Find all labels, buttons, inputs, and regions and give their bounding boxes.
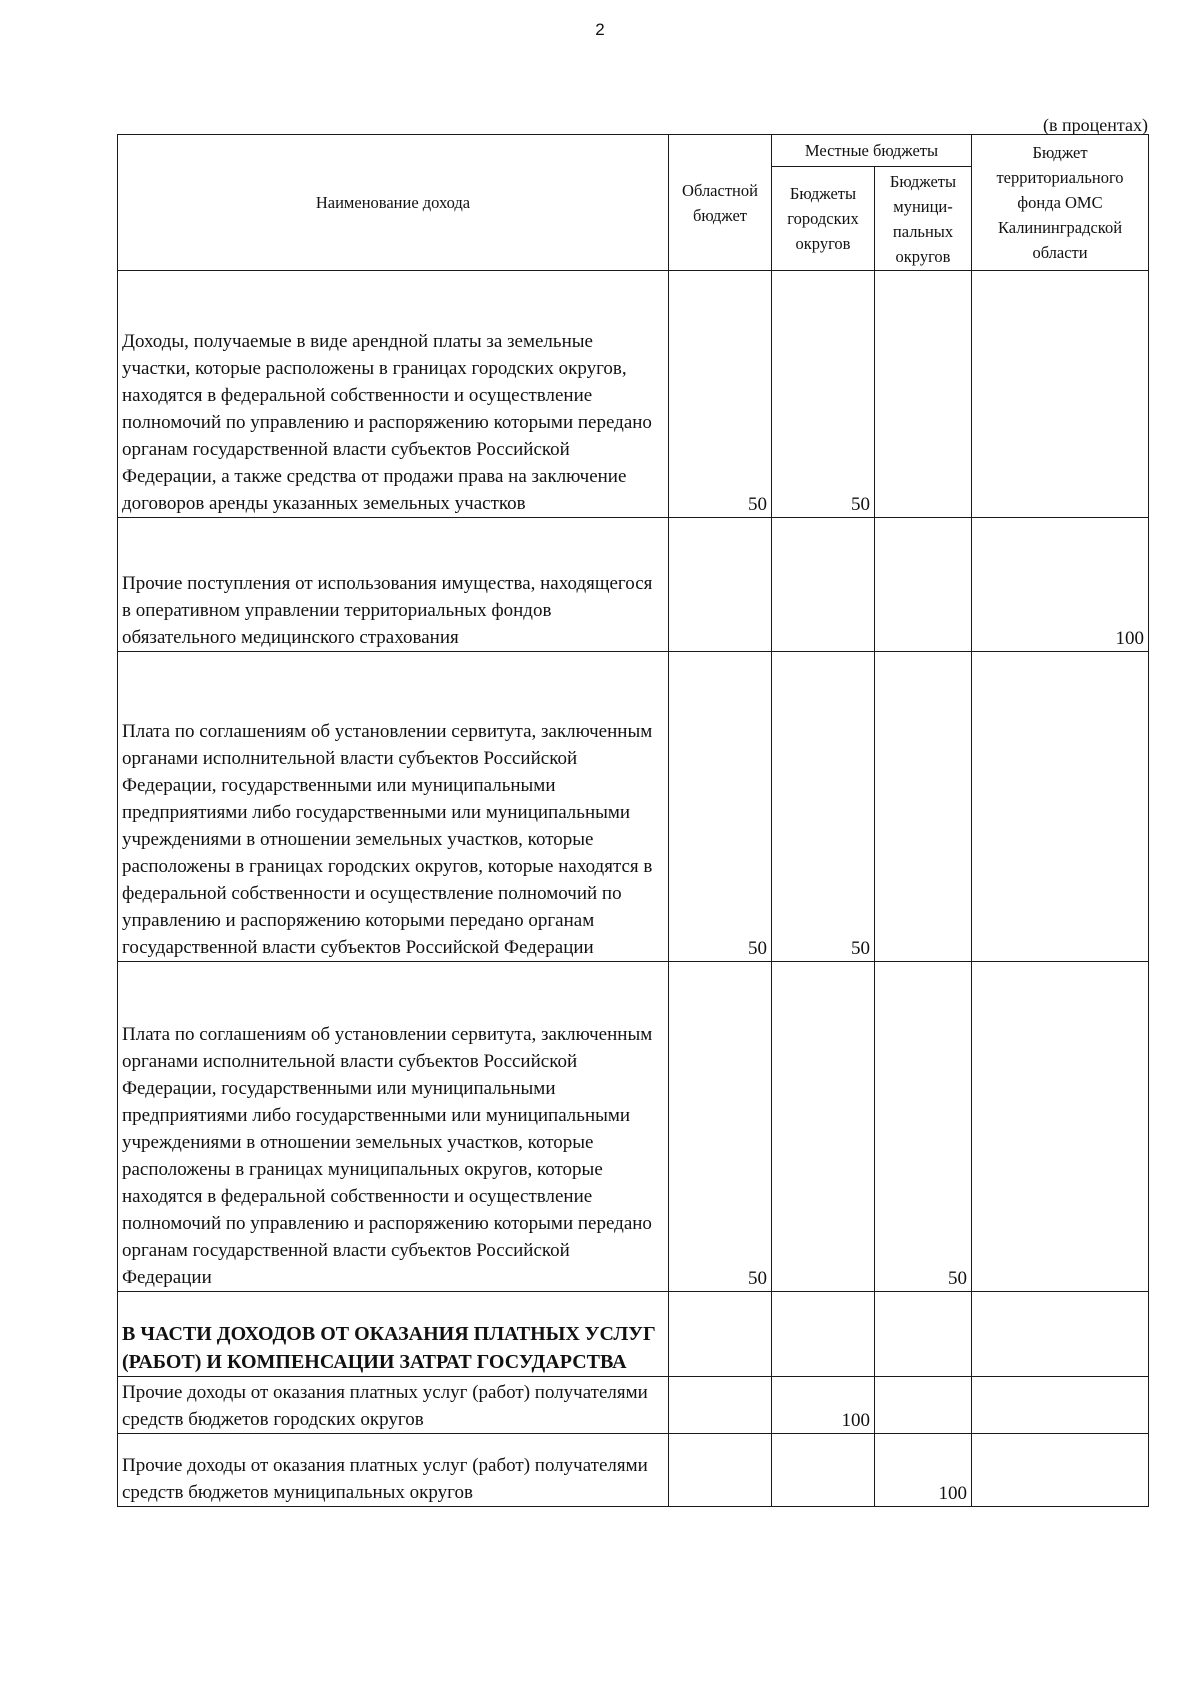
- municipal-share-cell: [875, 1292, 972, 1377]
- oms-share-cell: [972, 1434, 1149, 1507]
- municipal-share-cell: [875, 518, 972, 652]
- urban-share-cell: 50: [772, 652, 875, 962]
- oms-share-cell: [972, 1377, 1149, 1434]
- section-title-cell: В ЧАСТИ ДОХОДОВ ОТ ОКАЗАНИЯ ПЛАТНЫХ УСЛУГ (РАБОТ) И КОМПЕНСАЦИИ ЗАТРАТ ГОСУДАРСТВА: [118, 1292, 669, 1377]
- income-name-cell: Доходы, получаемые в виде арендной платы за земельные участки, которые расположены в границах городских округов, находятся в федеральной собственности и осуществление полномочий по управлению и распоряжению которыми передано органам государственной власти субъектов Российской Федерации, а также средства от продажи права на заключение договоров аренды указанных земельных участков: [118, 271, 669, 518]
- regional-share-cell: [669, 1434, 772, 1507]
- regional-share-cell: [669, 1377, 772, 1434]
- header-regional-budget: Областной бюджет: [669, 135, 772, 271]
- table-row: [118, 1377, 1149, 1434]
- income-name-cell: Прочие доходы от оказания платных услуг (работ) получателями средств бюджетов городских округов: [118, 1377, 669, 1434]
- municipal-share-cell: 100: [875, 1434, 972, 1507]
- municipal-share-cell: [875, 271, 972, 518]
- header-urban-districts: Бюджеты городских округов: [772, 167, 875, 271]
- income-name-cell: Прочие поступления от использования имущества, находящегося в оперативном управлении территориальных фондов обязательного медицинского страхования: [118, 518, 669, 652]
- urban-share-cell: 50: [772, 271, 875, 518]
- urban-share-cell: [772, 962, 875, 1292]
- header-oms-fund-budget: Бюджет территориального фонда ОМС Калининградской области: [972, 135, 1149, 271]
- regional-share-cell: 50: [669, 962, 772, 1292]
- header-income-name: Наименование дохода: [118, 135, 669, 271]
- income-name-cell: Плата по соглашениям об установлении сервитута, заключенным органами исполнительной власти субъектов Российской Федерации, государственными или муниципальными предприятиями либо государственными или муниципальными учреждениями в отношении земельных участков, которые расположены в границах городских округов, которые находятся в федеральной собственности и осуществление полномочий по управлению и распоряжению которыми передано органам государственной власти субъектов Российской Федерации: [118, 652, 669, 962]
- regional-share-cell: [669, 1292, 772, 1377]
- section-header-row: [118, 1292, 1149, 1377]
- urban-share-cell: [772, 1292, 875, 1377]
- municipal-share-cell: [875, 652, 972, 962]
- urban-share-cell: [772, 1434, 875, 1507]
- table-row: [118, 271, 1149, 518]
- municipal-share-cell: 50: [875, 962, 972, 1292]
- oms-share-cell: 100: [972, 518, 1149, 652]
- header-local-budgets: Местные бюджеты: [772, 135, 972, 167]
- table-row: [118, 962, 1149, 1292]
- oms-share-cell: [972, 962, 1149, 1292]
- regional-share-cell: 50: [669, 652, 772, 962]
- oms-share-cell: [972, 271, 1149, 518]
- revenue-distribution-table: [117, 134, 1149, 1507]
- regional-share-cell: [669, 518, 772, 652]
- oms-share-cell: [972, 1292, 1149, 1377]
- table-row: [118, 1434, 1149, 1507]
- header-municipal-districts: Бюджеты муници-пальных округов: [875, 167, 972, 271]
- urban-share-cell: [772, 518, 875, 652]
- municipal-share-cell: [875, 1377, 972, 1434]
- table-row: [118, 518, 1149, 652]
- units-note: (в процентах): [1043, 115, 1148, 135]
- urban-share-cell: 100: [772, 1377, 875, 1434]
- page-number: 2: [595, 20, 605, 39]
- table-row: [118, 652, 1149, 962]
- income-name-cell: Плата по соглашениям об установлении сервитута, заключенным органами исполнительной власти субъектов Российской Федерации, государственными или муниципальными предприятиями либо государственными или муниципальными учреждениями в отношении земельных участков, которые расположены в границах муниципальных округов, которые находятся в федеральной собственности и осуществление полномочий по управлению и распоряжению которыми передано органам государственной власти субъектов Российской Федерации: [118, 962, 669, 1292]
- regional-share-cell: 50: [669, 271, 772, 518]
- income-name-cell: Прочие доходы от оказания платных услуг (работ) получателями средств бюджетов муниципальных округов: [118, 1434, 669, 1507]
- oms-share-cell: [972, 652, 1149, 962]
